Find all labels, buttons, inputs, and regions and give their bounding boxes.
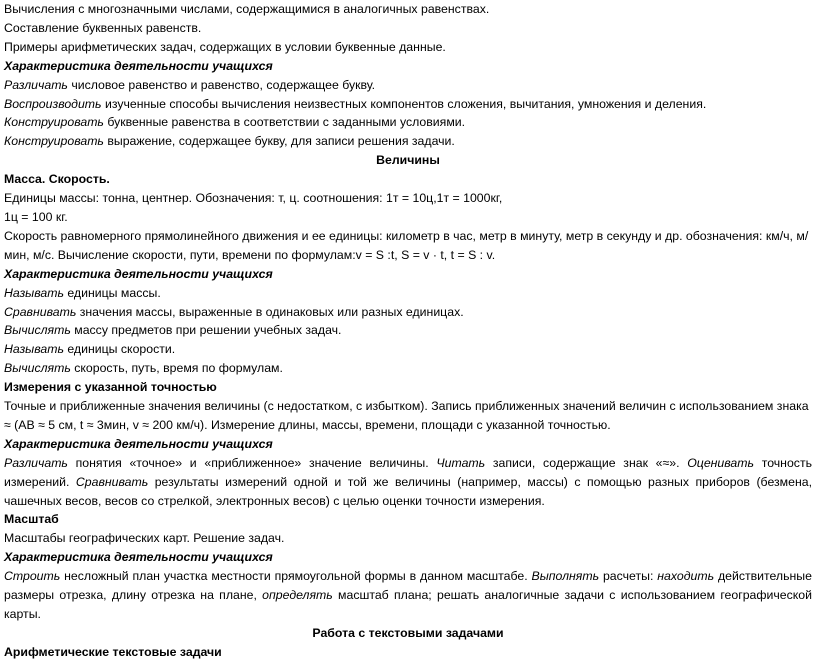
text-line: Масштабы географических карт. Решение задач. [4, 531, 285, 546]
activity-text: результаты измерений одной и той же величины (например, массы) с помощью разных приборов (безмена, чашечных весов, весов со стрелкой, электронных весов) с целью оценки точности измерения. [4, 474, 812, 508]
activity-verb: находить [657, 569, 715, 584]
activity-text: значения массы, выраженные в одинаковых или разных единицах. [76, 304, 464, 319]
activity-line [4, 321, 812, 340]
activity-text: буквенные равенства в соответствии с заданными условиями. [103, 115, 466, 130]
activity-line [4, 284, 812, 303]
activity-text: действительные размеры отрезка, длину отрезка на плане, [4, 569, 812, 603]
activity-heading: Характеристика деятельности учащихся [4, 266, 273, 281]
activity-text: масштаб плана; решать аналогичные задачи с использованием географической карты. [4, 588, 812, 621]
topic-title: Измерения с указанной точностью [4, 380, 217, 395]
activity-verb: Называть [4, 342, 64, 357]
topic-title: Масштаб [4, 512, 59, 527]
activity-verb: Оценивать [687, 455, 754, 470]
activity-line [4, 95, 812, 114]
topic-title: Масса. Скорость. [4, 172, 110, 187]
activity-heading: Характеристика деятельности учащихся [4, 436, 273, 451]
activity-text: несложный план участка местности прямоугольной формы в данном масштабе. [60, 569, 532, 584]
activity-line [4, 359, 812, 378]
activity-text: скорость, путь, время по формулам. [70, 361, 283, 376]
activity-verb: Вычислять [4, 361, 71, 376]
section-title: Работа с текстовыми задачами [312, 625, 504, 640]
activity-verb: Строить [4, 569, 61, 584]
text-line: 1ц = 100 кг. [4, 209, 68, 224]
activity-text: числовое равенство и равенство, содержащее букву. [67, 77, 376, 92]
activity-text: выражение, содержащее букву, для записи решения задачи. [103, 134, 455, 149]
activity-heading: Характеристика деятельности учащихся [4, 550, 273, 565]
activity-text: точность измерений. [4, 455, 812, 489]
text-line: Примеры арифметических задач, содержащих в условии буквенные данные. [4, 39, 446, 54]
topic-title: Арифметические текстовые задачи [4, 644, 222, 659]
activity-verb: Читать [436, 455, 486, 470]
activity-line [4, 340, 812, 359]
text-line: Составление буквенных равенств. [4, 20, 202, 35]
activity-text: расчеты: [599, 569, 658, 584]
activity-text: записи, содержащие знак «≈». [485, 455, 688, 470]
activity-text: единицы скорости. [63, 342, 176, 357]
activity-verb: Различать [4, 455, 68, 470]
activity-heading: Характеристика деятельности учащихся [4, 58, 273, 73]
activity-paragraph [4, 567, 812, 624]
activity-verb: Конструировать [4, 134, 104, 149]
activity-verb: Называть [4, 285, 64, 300]
activity-verb: Сравнивать [4, 304, 77, 319]
activity-line [4, 303, 812, 322]
text-paragraph: Скорость равномерного прямолинейного движения и ее единицы: километр в час, метр в минуту, метр в секунду и др. обозначения: км/ч, м/мин, м/с. Вычисление скорости, пути, времени по формулам:v = S :t, S = v · t, t = S : v. [4, 228, 809, 262]
activity-verb: определять [262, 588, 333, 603]
activity-line [4, 132, 812, 151]
activity-text: единицы массы. [63, 285, 161, 300]
activity-verb: Выполнять [531, 569, 600, 584]
activity-line [4, 76, 812, 95]
text-line: Единицы массы: тонна, центнер. Обозначения: т, ц. соотношения: 1т = 10ц,1т = 1000кг, [4, 191, 503, 206]
activity-text: понятия «точное» и «приближенное» значение величины. [67, 455, 437, 470]
activity-verb: Различать [4, 77, 68, 92]
section-title: Величины [376, 153, 440, 168]
activity-line [4, 113, 812, 132]
activity-verb: Сравнивать [75, 474, 149, 489]
activity-text: массу предметов при решении учебных задач. [70, 323, 342, 338]
text-paragraph: Точные и приближенные значения величины (с недостатком, с избытком). Запись приближенных значений величин с использованием знака ≈ (АВ ≈ 5 см, t ≈ 3мин, v ≈ 200 км/ч). Измерение длины, массы, времени, площади с указанной точностью. [4, 399, 809, 432]
activity-verb: Воспроизводить [4, 96, 102, 111]
activity-verb: Конструировать [4, 115, 104, 130]
activity-text: изученные способы вычисления неизвестных компонентов сложения, вычитания, умножения и деления. [101, 96, 707, 111]
text-line: Вычисления с многозначными числами, содержащимися в аналогичных равенствах. [4, 2, 490, 16]
activity-verb: Вычислять [4, 323, 71, 338]
activity-paragraph [4, 454, 812, 511]
